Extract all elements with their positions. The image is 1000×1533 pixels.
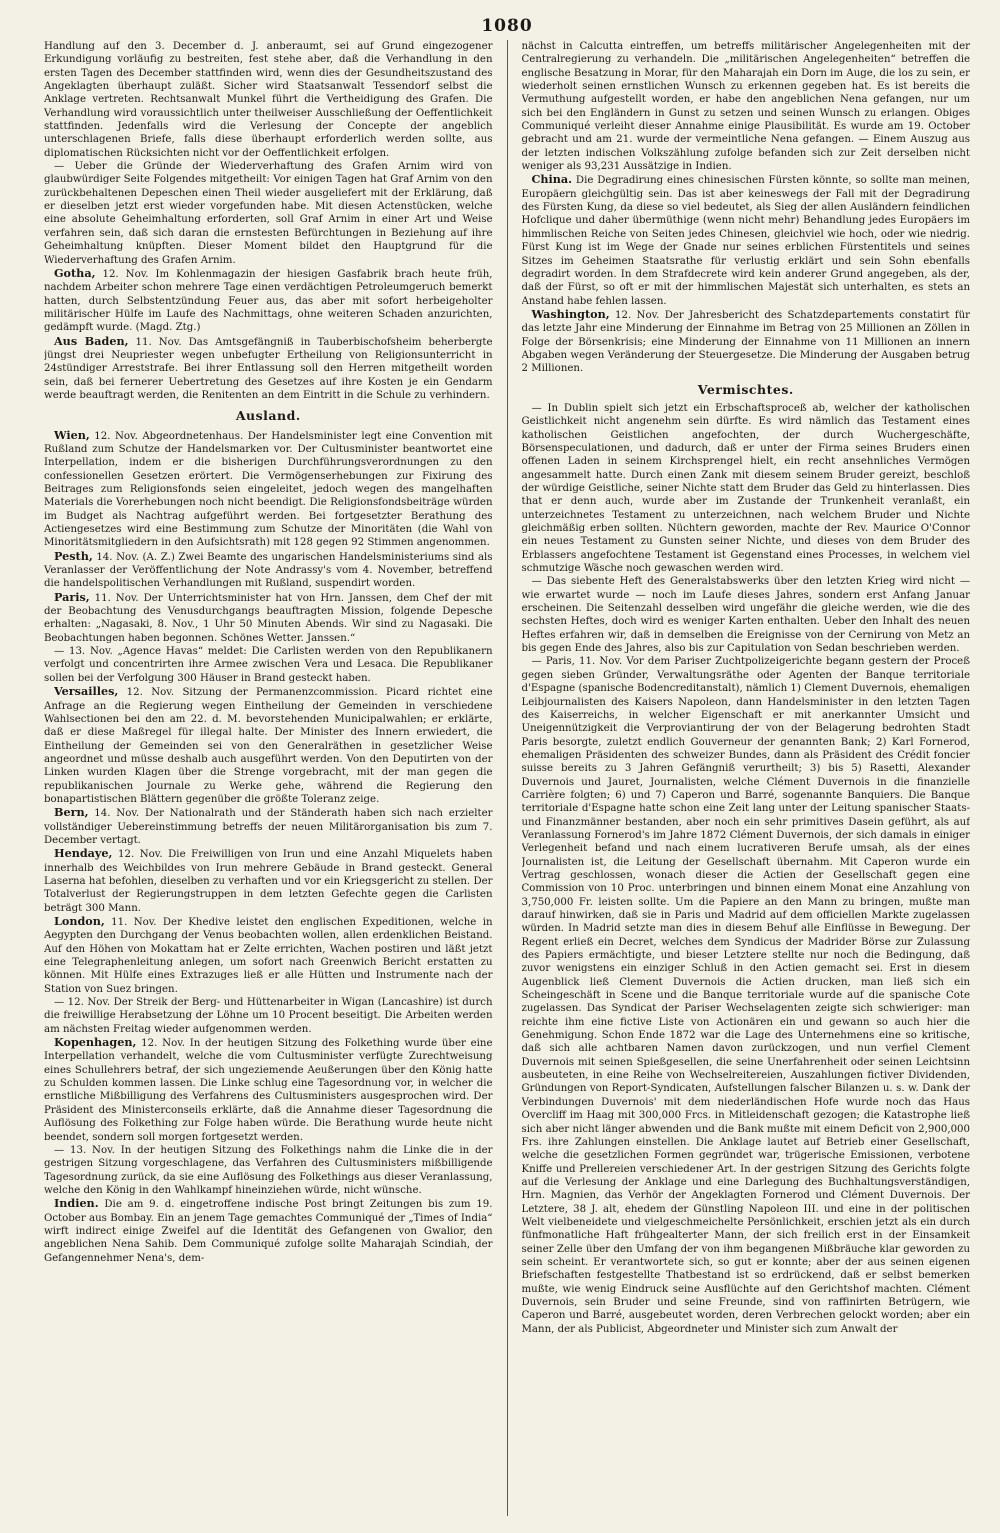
paragraph-text: — 12. Nov. Der Streik der Berg- und Hüttenarbeiter in Wigan (Lancashire) ist durch die freiwillige Herabsetzung der Löhne um 10 Procent beseitigt. Die Arbeiten werden am nächsten Freitag wieder aufgenommen werden. <box>44 997 493 1035</box>
paragraph-text: 11. Nov. Der Unterrichtsminister hat von Hrn. Janssen, dem Chef der mit der Beobachtung des Venusdurchgangs beauftragten Mission, folgende Depesche erhalten: „Nagasaki, 8. Nov., 1 Uhr 50 Minuten Abends. Wir sind zu Nagasaki. Die Beobachtungen haben begonnen. Schönes Wetter. Janssen.“ <box>44 592 493 644</box>
article-paragraph <box>44 429 493 550</box>
paragraph-text: Die am 9. d. eingetroffene indische Post bringt Zeitungen bis zum 19. October aus Bombay. Ein an jenem Tage gemachtes Communiqué der „Times of India“ wirft indirect einige Zweifel auf die Identität des Gefangenen von Gwalior, den angeblichen Nena Sahib. Dem Communiqué zufolge sollte Maharajah Scindiah, der Gefangennehmer Nena's, dem- <box>44 1199 493 1264</box>
column-divider <box>507 40 508 1516</box>
article-paragraph <box>44 1036 493 1144</box>
article-paragraph <box>522 575 971 655</box>
article-paragraph <box>44 806 493 847</box>
paragraph-text: 12. Nov. In der heutigen Sitzung des Folkething wurde über eine Interpellation verhandelt, welche die vom Cultusminister verfügte Zurechtweisung eines Schullehrers betraf, der sich ungeziemende Aeußerungen über den König hatte zu Schulden kommen lassen. Die Linke schlug eine Tagesordnung vor, in welcher die ernstliche Mißbilligung des Verfahrens des Cultusministers ausgesprochen wird. Der Präsident des Ministerconseils erklärte, daß die Annahme dieser Tagesordnung die Auflösung des Folkething zur Folge haben würde. Die Berathung wurde heute nicht beendet, sondern soll morgen fortgesetzt werden. <box>44 1038 493 1143</box>
dateline-place: Washington, <box>531 306 610 321</box>
paragraph-text: 12. Nov. Im Kohlenmagazin der hiesigen Gasfabrik brach heute früh, nachdem Arbeiter schon mehrere Tage einen verdächtigen Petroleumgeruch bemerkt hatten, durch Selbstentzündung Feuer aus, das aber mit sofort herbeigeholter militärischer Hülfe im Laufe des Nachmittags, ohne weiteren Schaden anzurichten, gedämpft wurde. (Magd. Ztg.) <box>44 268 493 334</box>
article-paragraph <box>44 267 493 335</box>
dateline-place: Bern, <box>54 805 89 820</box>
article-paragraph <box>522 308 971 376</box>
paragraph-text: 14. Nov. Der Nationalrath und der Ständerath haben sich nach erzielter vollständiger Uebereinstimmung betreffs der neuen Militärorganisation bis zum 7. December vertagt. <box>44 808 493 846</box>
article-paragraph <box>44 685 493 806</box>
article-paragraph <box>44 915 493 996</box>
paragraph-text: 12. Nov. Abgeordnetenhaus. Der Handelsminister legt eine Convention mit Rußland zum Schutze der Handelsmarken vor. Der Cultusminister beantwortet eine Interpellation, indem er die bisherigen Durchführungsverordnungen zu den confessionellen Gesetzen erörtert. Die Vermögenserhebungen zur Fixirung des Beitrages zum Religionsfonds seien eingeleitet, jedoch wegen des mangelhaften Materials die Vorerhebungen noch nicht beendigt. Die Religionsfondsbeiträge würden im Budget als Nachtrag aufgeführt werden. Bei fortgesetzter Berathung des Actiengesetzes wird eine Bestimmung zum Schutze der Minoritäten (die Wahl von Minoritätsmitgliedern in den Aufsichtsrath) mit 128 gegen 92 Stimmen angenommen. <box>44 430 493 549</box>
article-paragraph <box>44 160 493 267</box>
dateline-place: Aus Baden, <box>54 333 129 348</box>
dateline-place: Gotha, <box>54 265 96 280</box>
article-paragraph <box>44 335 493 403</box>
paragraph-text: Handlung auf den 3. December d. J. anberaumt, sei auf Grund eingezogener Erkundigung vorläufig zu bestreiten, fest stehe aber, daß die Verhandlung in den ersten Tagen des December stattfinden wird, wenn dies der Gesundheitszustand des Angeklagten überhaupt zuläßt. Sicher wird Staatsanwalt Tessendorf selbst die Anklage vertreten. Rechtsanwalt Munkel führt die Vertheidigung des Grafen. Die Verhandlung wird voraussichtlich unter theilweiser Ausschließung der Oeffentlichkeit stattfinden. Jedenfalls wird die Verlesung der Concepte der angeblich unterschlagenen Briefe, falls diese überhaupt erforderlich werden sollte, aus diplomatischen Rücksichten nicht vor der Oeffentlichkeit erfolgen. <box>44 41 493 159</box>
article-paragraph <box>522 402 971 575</box>
paragraph-text: 12. Nov. Der Jahresbericht des Schatzdepartements constatirt für das letzte Jahr eine Minderung der Einnahme im Betrag von 25 Millionen an Zöllen in Folge der Börsenkrisis; eine Minderung der Einnahme von 11 Millionen an innern Abgaben wegen Veränderung der Steuergesetze. Die Minderung der Ausgaben betrug 2 Millionen. <box>521 309 970 375</box>
dateline-place: Wien, <box>54 427 90 442</box>
paragraph-text: Die Degradirung eines chinesischen Fürsten könnte, so sollte man meinen, Europäern gleichgültig sein. Das ist aber keineswegs der Fall mit der Degradirung des Fürsten Kung, da diese so viel bedeutet, als Sieg der allen Ausländern feindlichen Hofclique und daher übermüthige (wenn nicht mehr) Behandlung jedes Europäers im himmlischen Reiche von Seiten jedes Chinesen, gleichviel wie hoch, oder wie niedrig. Fürst Kung ist im Wege der Gnade nur seines erblichen Fürstentitels und seines Sitzes im Geheimen Staatsrathe für verlustig erklärt und sein Sohn ebenfalls degradirt worden. In dem Strafdecrete wird kein anderer Grund angegeben, als der, daß der Fürst, so oft er mit der himmlischen Majestät sich unterhalten, es stets an Anstand habe fehlen lassen. <box>521 175 970 307</box>
paragraph-text: nächst in Calcutta eintreffen, um betreffs militärischer Angelegenheiten mit der Centralregierung zu verhandeln. Die „militärischen Angelegenheiten“ betreffen die englische Besatzung in Morar, für den Maharajah ein Dorn im Auge, die los zu sein, er wiederholt seinen ernstlichen Wunsch zu erkennen gegeben hat. Es ist bereits die Vermuthung aufgestellt worden, er habe den angeblichen Nena gefangen, nur um sich bei den Engländern in Gunst zu setzen und seinen Wunsch zu erlangen. Obiges Communiqué verleiht dieser Annahme einige Plausibilität. Es wurde am 19. October gebracht und am 21. wurde der vermeintliche Nena gefangen. — Einem Auszug aus der letzten indischen Volkszählung zufolge befanden sich zur Zeit derselben nicht weniger als 93,231 Aussätzige in Indien. <box>521 41 970 173</box>
article-paragraph <box>44 40 493 160</box>
article-paragraph <box>44 645 493 685</box>
article-paragraph <box>44 1197 493 1265</box>
article-paragraph <box>522 655 971 1336</box>
paragraph-text: — Paris, 11. Nov. Vor dem Pariser Zuchtpolizeigerichte begann gestern der Proceß gegen sieben Gründer, Verwaltungsräthe oder Agenten der Banque territoriale d'Espagne (spanische Bodencreditanstalt), nämlich 1) Clement Duvernois, ehemaligen Leibjournalisten des Kaisers Napoleon, dann Handelsminister in den letzten Tagen des Kaiserreichs, in welcher Eigenschaft er mit anerkannter Umsicht und Uneigennützigkeit die Verproviantirung der von der Belagerung bedrohten Stadt Paris besorgte, zuletzt endlich Gouverneur der genannten Bank; 2) Karl Fornerod, ehemaligen Präsidenten des schweizer Bundes, dann als Präsident des Crédit foncier suisse bereits zu 3 Jahren Gefängniß verurtheilt; 3) bis 5) Rasetti, Alexander Duvernois und Jauret, Journalisten, welche Clément Duvernois in die finanzielle Carrière folgten; 6) und 7) Caperon und Barré, sogenannte Banquiers. Die Banque territoriale d'Espagne hatte schon eine Zeit lang unter der Leitung spanischer Staats- und Finanzmänner bestanden, aber noch ein sehr primitives Dasein geführt, als auf Veranlassung Fornerod's im Jahre 1872 Clément Duvernois, der sich damals in einiger Verlegenheit befand und nach einem lucrativeren Berufe umsah, als der eines Journalisten ist, die Leitung der Gesellschaft übernahm. Mit Caperon wurde ein Vertrag geschlossen, wonach dieser die Actien der Gesellschaft gegen eine Commission von 10 Proc. unterbringen und binnen einem Monat eine Anzahlung von 3,750,000 Fr. leisten sollte. Um die Papiere an den Mann zu bringen, mußte man darauf hinwirken, daß sie in Paris und Madrid auf dem officiellen Markte zugelassen würden. In Madrid setzte man dies in diesem Behuf alle Einflüsse in Bewegung. Der Regent erließ ein Decret, welches dem Syndicus der Madrider Börse zur Zulassung des Papiers ermächtigte, und bieser Letztere stellte nur noch die Bedingung, daß zuvor wenigstens ein einziger Schluß in den Actien gemacht sei. Erst in diesem Augenblick ließ Clement Duvernois die Actien drucken, man ließ sich ein Scheingeschäft in Scene und die Banque territoriale wurde auf die spanische Cote zugelassen. Das Syndicat der Pariser Wechselagenten zeigte sich schwieriger: man reichte ihm eine fictive Liste von Actionären ein und gewann so auch hier die Genehmigung. Schon Ende 1872 war die Lage des Unternehmens eine so kritische, daß sich alle achtbaren Namen davon zurückzogen, und nun verfiel Clement Duvernois mit seinen Spießgesellen, die seine Unerfahrenheit oder seinen Leichtsinn ausbeuteten, in eine Reihe von Wechselreitereien, Auszahlungen fictiver Dividenden, Gründungen von Report-Syndicaten, Aufstellungen falscher Bilanzen u. s. w. Dank der Verbindungen Duvernois' mit dem niederländischen Hofe wurde noch das Haus Overcliff im Haag mit 300,000 Frcs. in Mitleidenschaft gezogen; die Katastrophe ließ sich aber nicht länger abwenden und die Bank mußte mit einem Deficit von 2,900,000 Frs. ihre Zahlungen einstellen. Die Anklage lautet auf Betrieb einer Gesellschaft, welche die gesetzlichen Formen gegründet war, trügerische Emissionen, verbotene Kniffe und Prellereien verschiedener Art. In der gestrigen Sitzung des Gerichts folgte auf die Verlesung der Anklage und eine Darlegung des Buchhaltungsverständigen, Hrn. Magnien, das Verhör der Angeklagten Fornerod und Clément Duvernois. Der Letztere, 38 J. alt, ehedem der Günstling Napoleon III. und eine in der politischen Welt vielbeneidete und vielgeschmeichelte Persönlichkeit, erschien jetzt als ein durch fünfmonatliche Haft frühgealterter Mann, der sich freilich erst in der Einsamkeit seiner Zelle über den Umfang der von ihm begangenen Mißbräuche klar geworden zu sein scheint. Er verantwortete sich, so gut er konnte; aber der aus seinen eigenen Briefschaften festgestellte Thatbestand ist so erdrückend, daß er selbst bemerken mußte, wie wenig Eindruck seine Ausflüchte auf den Gerichtshof machten. Clément Duvernois, sein Bruder und seine Freunde, sind von raffinirten Betrügern, wie Caperon und Barré, ausgebeutet worden, deren Verbrechen gelockt worden; aber ein Mann, der als Publicist, Abgeordneter und Minister sich zum Anwalt der <box>521 656 970 1335</box>
paragraph-text: 12. Nov. Die Freiwilligen von Irun und eine Anzahl Miquelets haben innerhalb des Weichbildes von Irun mehrere Gebäude in Brand gesteckt. General Laserna hat befohlen, dieselben zu verhaften und vor ein Kriegsgericht zu stellen. Der Totalverlust der Regierungstruppen in dem letzten Gefechte gegen die Carlisten beträgt 300 Mann. <box>44 849 493 914</box>
paragraph-text: — 13. Nov. „Agence Havas“ meldet: Die Carlisten werden von den Republikanern verfolgt und concentrirten ihre Armee zwischen Vera und Lesaca. Die Republikaner sollen bei der Verfolgung 300 Häuser in Brand gesteckt haben. <box>44 646 493 684</box>
left-column <box>44 40 493 1516</box>
dateline-place: Paris, <box>54 589 90 604</box>
article-paragraph <box>522 40 971 173</box>
paragraph-text: 11. Nov. Das Amtsgefängniß in Tauberbischofsheim beherbergte jüngst drei Neupriester wegen unbefugter Ertheilung von Religionsunterricht in 24stündiger Arreststrafe. Bei ihrer Entlassung soll den Herren mitgetheilt worden sein, daß bei fernerer Uebertretung des Gesetzes auf ihre Kosten je ein Gendarm werde beauftragt werden, die Renitenten an dem Eintritt in die Schule zu verhindern. <box>44 336 493 401</box>
paragraph-text: 14. Nov. (A. Z.) Zwei Beamte des ungarischen Handelsministeriums sind als Veranlasser der Veröffentlichung der Note Andrassy's vom 4. November, betreffend die handelspolitischen Verhandlungen mit Rußland, suspendirt worden. <box>44 551 493 590</box>
paragraph-text: — In Dublin spielt sich jetzt ein Erbschaftsproceß ab, welcher der katholischen Geistlichkeit nicht angenehm sein dürfte. Es wird nämlich das Testament eines katholischen Geistlichen angefochten, der durch Wuchergeschäfte, Börsenspeculationen, und dadurch, daß er unter der Firma seines Bruders einen offenen Laden in seinem Kirchsprengel hielt, ein recht ansehnliches Vermögen angesammelt hatte. Durch einen Zank mit diesem seinem Bruder gereizt, beschloß der würdige Geistliche, seiner Nichte statt dem Bruder das Geld zu hinterlassen. Dies that er denn auch, wurde aber im Zustande der Trunkenheit veranlaßt, ein unterzeichnetes Testament zu unterzeichnen, nach welchem Bruder und Nichte gleichmäßig erben sollten. Nüchtern geworden, machte der Rev. Maurice O'Connor ein neues Testament zu Gunsten seiner Nichte, und dieses von dem Bruder des Erblassers angefochtene Testament ist Gegenstand eines Processes, in welchem viel schmutzige Wäsche noch gewaschen werden wird. <box>521 402 970 575</box>
article-paragraph <box>44 550 493 591</box>
dateline-place: Indien. <box>54 1196 99 1211</box>
right-column <box>522 40 971 1516</box>
section-heading: Vermischtes. <box>697 381 794 397</box>
dateline-place: Pesth, <box>54 548 93 563</box>
dateline-place: Versailles, <box>54 684 119 699</box>
paragraph-text: — Ueber die Gründe der Wiederverhaftung des Grafen Arnim wird von glaubwürdiger Seite Folgendes mitgetheilt: Vor einigen Tagen hat Graf Arnim von den zurückbehaltenen Depeschen einen Theil wieder ausgeliefert mit der Erklärung, daß er dieselben jetzt erst wieder vorgefunden habe. Mit diesen Actenstücken, welche eine absolute Geheimhaltung erforderten, soll Graf Arnim in einer Art und Weise verfahren sein, daß sich daran die ernstesten Befürchtungen in Beziehung auf ihre Geheimhaltung knüpften. Dieser Moment bildet den Hauptgrund für die Wiederverhaftung des Grafen Arnim. <box>44 161 493 266</box>
dateline-place: Kopenhagen, <box>54 1035 137 1050</box>
dateline-place: London, <box>54 914 105 928</box>
dateline-place: Hendaye, <box>54 846 113 861</box>
article-paragraph <box>44 1144 493 1197</box>
page-number: 1080 <box>481 16 533 36</box>
columns-container <box>44 40 970 1516</box>
article-paragraph <box>44 591 493 645</box>
section-heading: Ausland. <box>235 408 301 424</box>
article-paragraph <box>44 996 493 1036</box>
paragraph-text: 12. Nov. Sitzung der Permanenzcommission. Picard richtet eine Anfrage an die Regierung wegen Eintheilung der Gemeinden in verschiedene Wahlsectionen bei den am 22. d. M. bevorstehenden Municipalwahlen; er erklärte, daß er diese Maßregel für illegal halte. Der Minister des Innern erwiedert, die Eintheilung der Gemeinden sei von den Generalräthen in gesetzlicher Weise angeordnet und müsse deshalb auch ausgeführt werden. Von den Deputirten von der Linken wurden Klagen über die Strenge vorgebracht, mit der man gegen die republikanischen Journale zu Werke gehe, während die Regierung den bonapartistischen Blättern gegenüber die größte Toleranz zeige. <box>44 687 493 805</box>
paragraph-text: — Das siebente Heft des Generalstabswerks über den letzten Krieg wird nicht — wie erwartet wurde — noch im Laufe dieses Jahres, sondern erst Anfang Januar erscheinen. Die Seitenzahl desselben wird ungefähr die gleiche werden, wie die des sechsten Heftes, doch wird es weniger Karten enthalten. Ueber den Inhalt des neuen Heftes erfahren wir, daß in demselben die Ereignisse von der Cernirung von Metz an bis gegen Ende des Jahres, also bis zur Capitulation von Sedan beschrieben werden. <box>521 576 970 655</box>
paragraph-text: 11. Nov. Der Khedive leistet den englischen Expeditionen, welche in Aegypten den Durchgang der Venus beobachten wollen, allen erdenklichen Beistand. Auf den Höhen von Mokattam hat er Zelte errichten, Wachen postiren und läßt jetzt eine Telegraphenleitung anlegen, um sofort nach Greenwich Bericht erstatten zu können. Mit Hülfe eines Extrazuges ließ er alle Hütten und Instrumente nach der Station von Suez bringen. <box>44 917 493 995</box>
article-paragraph <box>522 173 971 307</box>
article-paragraph <box>44 847 493 915</box>
dateline-place: China. <box>531 172 573 187</box>
paragraph-text: — 13. Nov. In der heutigen Sitzung des Folkethings nahm die Linke die in der gestrigen Sitzung vorgeschlagene, das Verfahren des Cultusministers mißbilligende Tagesordnung zurück, da sie eine Auflösung des Folkethings aus dieser Veranlassung, welche den König in den Wahlkampf hineinziehen würde, nicht wünsche. <box>44 1144 493 1196</box>
